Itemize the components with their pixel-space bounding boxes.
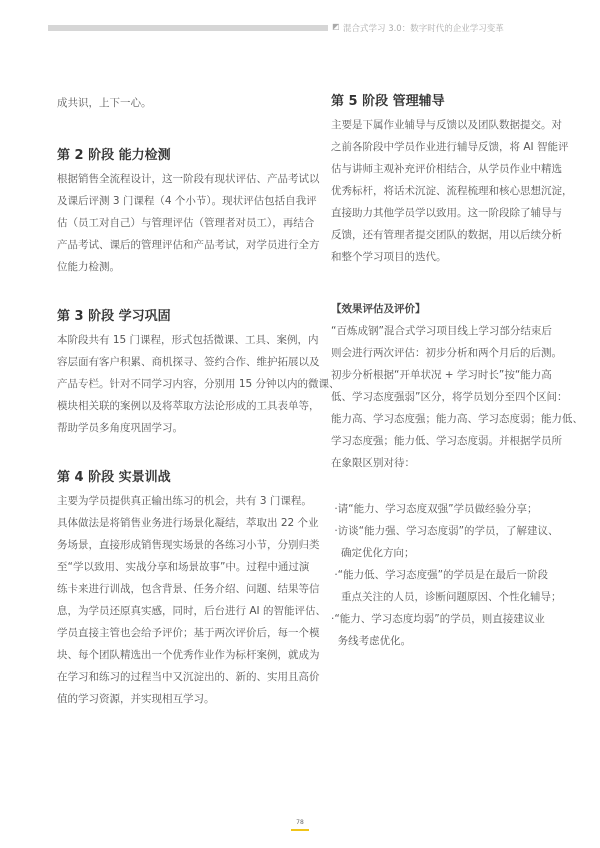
text-line: 容层面有客户积累、商机探寻、签约合作、维护拓展以及: [57, 356, 320, 368]
header-bar: [48, 25, 328, 31]
section-body: [57, 168, 320, 278]
text-line: 反馈，还有管理者提交团队的数据，用以后续分析: [331, 229, 562, 241]
text-line: 模块相关联的案例以及将萃取方法论形成的工具表单等，: [57, 400, 320, 412]
text-line: 产品专栏。针对不同学习内容，分别用 15 分钟以内的微课、: [57, 378, 340, 390]
text-line: 和整个学习项目的迭代。: [331, 251, 447, 263]
bullet-item: ·请“能力、学习态度双强”学员做经验分享；: [331, 503, 538, 515]
bullet-item: ·“能力、学习态度均弱”的学员，则直接建议业: [331, 613, 545, 625]
text-line: 优秀标杆，将话术沉淀、流程梳理和核心思想沉淀，: [331, 185, 573, 197]
section-body: [57, 329, 340, 439]
eval-heading: 【效果评估及评价】: [331, 303, 426, 315]
text-line: 初步分析根据“开单状况 + 学习时长”按“能力高: [331, 369, 552, 381]
text-line: 学习态度强；能力低、学习态度弱。并根据学员所: [331, 435, 562, 447]
bullet-list: [331, 498, 581, 652]
text-line: 及课后评测 3 门课程（4 个小节）。现状评估包括自我评: [57, 195, 317, 207]
text-line: 块、每个团队精选出一个优秀作业作为标杆案例，就成为: [57, 649, 320, 661]
right-column: [331, 90, 581, 652]
page-number-accent: [291, 829, 309, 831]
text-line: “百炼成钢”混合式学习项目线上学习部分结束后: [331, 325, 552, 337]
text-line: 主要为学员提供真正输出练习的机会，共有 3 门课程。: [57, 495, 312, 507]
page-number: 78: [296, 819, 304, 826]
text-line: 练卡来进行训战，包含背景、任务介绍、问题、结果等信: [57, 583, 320, 595]
book-icon: ◩: [332, 22, 340, 31]
section-heading: 第 5 阶段 管理辅导: [331, 94, 445, 109]
bullet-item: ·访谈“能力强、学习态度弱”的学员，了解建议、: [331, 525, 559, 537]
text-line: 之前各阶段中学员作业进行辅导反馈，将 AI 智能评: [331, 141, 569, 153]
text-line: 息，为学员还原真实感，同时，后台进行 AI 的智能评估、: [57, 605, 326, 617]
bullet-item: ·“能力低、学习态度强”的学员是在最后一阶段: [331, 569, 549, 581]
text-line: 主要是下属作业辅导与反馈以及团队数据提交。对: [331, 119, 562, 131]
text-line: 至“学以致用、实战分享和场景故事”中。过程中通过演: [57, 561, 310, 573]
text-line: 学员直接主管也会给予评价；基于两次评价后，每一个模: [57, 627, 320, 639]
text-line: 具体做法是将销售业务进行场景化凝结，萃取出 22 个业: [57, 517, 319, 529]
text-line: 在象限区别对待：: [331, 457, 415, 469]
text-line: 位能力检测。: [57, 261, 120, 273]
text-line: 能力高、学习态度强；能力高、学习态度弱；能力低、: [331, 413, 583, 425]
text-line: 直接助力其他学员学以致用。这一阶段除了辅导与: [331, 207, 562, 219]
section-heading: 第 4 阶段 实景训战: [57, 470, 171, 485]
bullet-item: 确定优化方向；: [331, 547, 415, 559]
text-line: 本阶段共有 15 门课程，形式包括微课、工具、案例，内: [57, 334, 319, 346]
text-line: 在学习和练习的过程当中又沉淀出的、新的、实用且高价: [57, 671, 320, 683]
intro-line: 成共识，上下一心。: [57, 97, 152, 109]
text-line: 务场景，直接形成销售现实场景的各练习小节，分别归类: [57, 539, 320, 551]
text-line: 值的学习资源，并实现相互学习。: [57, 693, 215, 705]
eval-body: [331, 320, 581, 474]
section-heading: 第 2 阶段 能力检测: [57, 148, 171, 163]
text-line: 则会进行两次评估：初步分析和两个月后的后测。: [331, 347, 562, 359]
bullet-item: 重点关注的人员，诊断问题原因、个性化辅导；: [331, 591, 562, 603]
left-column: [57, 92, 340, 710]
text-line: 低、学习态度强弱”区分，将学员划分至四个区间：: [331, 391, 568, 403]
text-line: 估（员工对自己）与管理评估（管理者对员工），再结合: [57, 217, 315, 229]
section-heading: 第 3 阶段 学习巩固: [57, 309, 171, 324]
text-line: 估与讲师主观补充评价相结合，从学员作业中精选: [331, 163, 562, 175]
section-body: [331, 114, 581, 268]
section-body: [57, 490, 326, 710]
bullet-item: 务线考虑优化。: [331, 635, 412, 647]
running-header-title: 混合式学习 3.0：数字时代的企业学习变革: [343, 24, 504, 34]
text-line: 产品考试、课后的管理评估和产品考试，对学员进行全方: [57, 239, 320, 251]
text-line: 根据销售全流程设计，这一阶段有现状评估、产品考试以: [57, 173, 320, 185]
text-line: 帮助学员多角度巩固学习。: [57, 422, 183, 434]
